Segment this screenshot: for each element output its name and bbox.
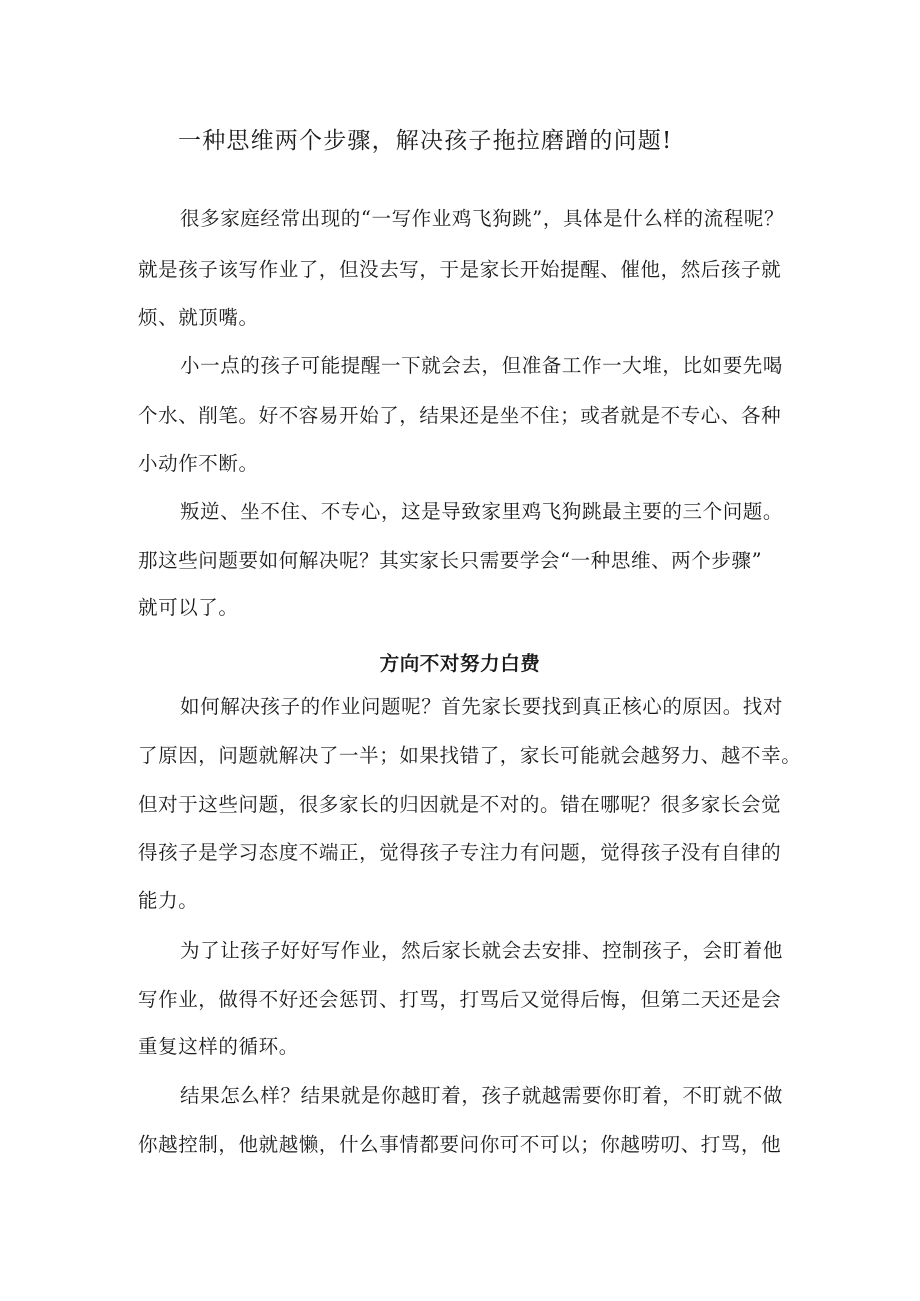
paragraph-line: 得孩子是学习态度不端正，觉得孩子专注力有问题，觉得孩子没有自律的 (138, 841, 782, 864)
paragraph-line: 写作业，做得不好还会惩罚、打骂，打骂后又觉得后悔，但第二天还是会 (138, 988, 782, 1011)
paragraph-line: 就可以了。 (138, 596, 239, 619)
paragraph-line: 小一点的孩子可能提醒一下就会去，但准备工作一大堆，比如要先喝 (180, 354, 784, 377)
paragraph-line: 个水、削笔。好不容易开始了，结果还是坐不住；或者就是不专心、各种 (138, 404, 782, 427)
paragraph-line: 那这些问题要如何解决呢？其实家长只需要学会“一种思维、两个步骤” (138, 549, 763, 572)
paragraph-line: 但对于这些问题，很多家长的归因就是不对的。错在哪呢？很多家长会觉 (138, 793, 782, 816)
paragraph-line: 如何解决孩子的作业问题呢？首先家长要找到真正核心的原因。找对 (180, 695, 784, 718)
paragraph-line: 小动作不断。 (138, 452, 259, 475)
paragraph-line: 就是孩子该写作业了，但没去写，于是家长开始提醒、催他，然后孩子就 (138, 258, 782, 281)
paragraph-line: 能力。 (138, 889, 199, 912)
paragraph-line: 为了让孩子好好写作业，然后家长就会去安排、控制孩子，会盯着他 (180, 939, 784, 962)
paragraph-line: 烦、就顶嘴。 (138, 306, 259, 329)
document-title: 一种思维两个步骤，解决孩子拖拉磨蹭的问题! (178, 128, 673, 154)
paragraph-line: 结果怎么样？结果就是你越盯着，孩子就越需要你盯着，不盯就不做 (180, 1084, 784, 1107)
section-heading: 方向不对努力白费 (379, 652, 541, 675)
paragraph-line: 重复这样的循环。 (138, 1035, 299, 1058)
paragraph-line: 了原因，问题就解决了一半；如果找错了，家长可能就会越努力、越不幸。 (138, 744, 802, 767)
paragraph-line: 叛逆、坐不住、不专心，这是导致家里鸡飞狗跳最主要的三个问题。 (180, 500, 784, 523)
paragraph-line: 你越控制，他就越懒，什么事情都要问你可不可以；你越唠叨、打骂，他 (138, 1133, 782, 1156)
paragraph-line: 很多家庭经常出现的“一写作业鸡飞狗跳”，具体是什么样的流程呢？ (180, 207, 785, 230)
